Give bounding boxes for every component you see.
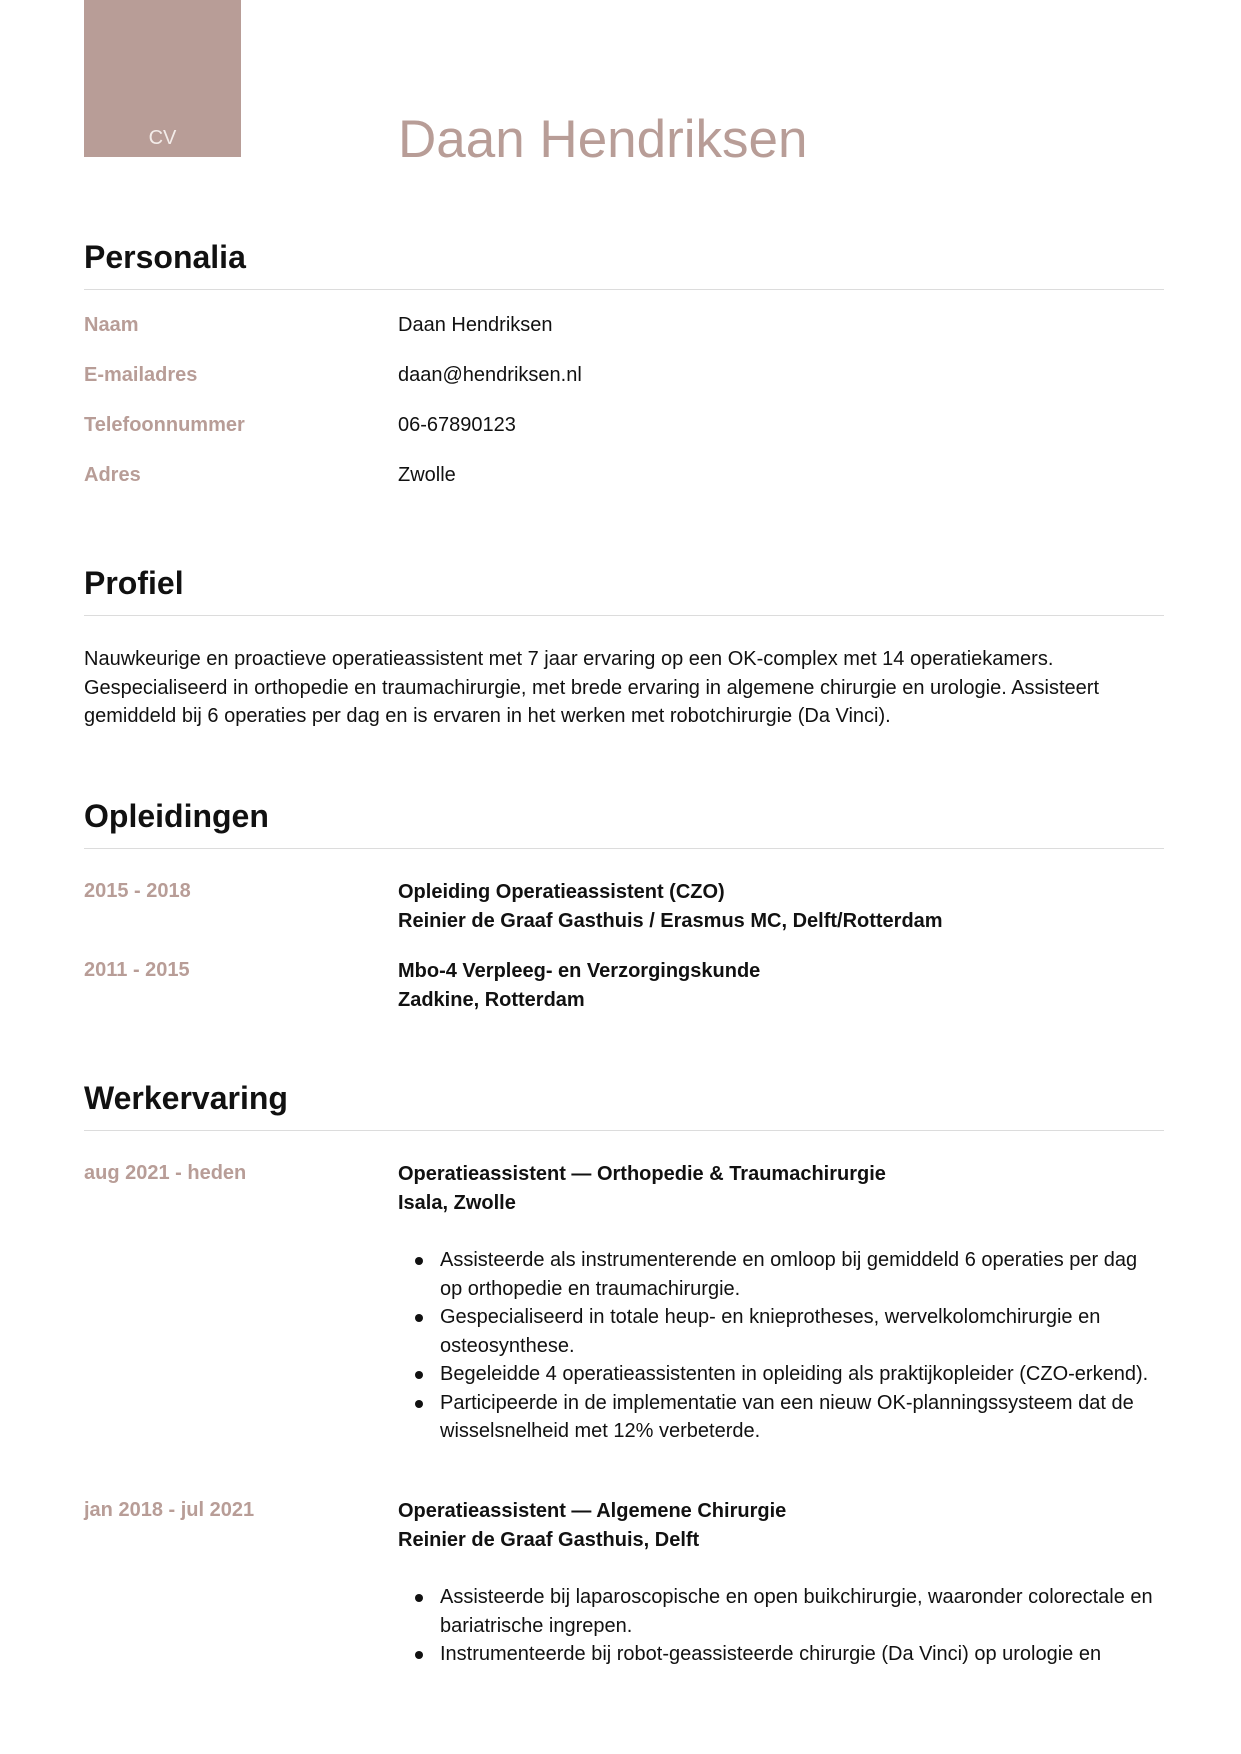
divider [84,615,1164,616]
list-item: Instrumenteerde bij robot-geassisteerde chirurgie (Da Vinci) op urologie en [398,1640,1164,1669]
education-period: 2011 - 2015 [84,959,190,981]
personalia-row [84,462,1164,512]
list-item: Assisteerde als instrumenterende en omloop bij gemiddeld 6 operaties per dag op orthopedie en traumachirurgie. [398,1246,1164,1303]
list-item: Participeerde in de implementatie van een nieuw OK-planningssysteem dat de wisselsnelheid met 12% verbeterde. [398,1389,1164,1446]
job-title: Operatieassistent — Orthopedie & Traumachirurgie [398,1163,886,1185]
education-institution: Reinier de Graaf Gasthuis / Erasmus MC, Delft/Rotterdam [398,909,943,932]
list-item: Gespecialiseerd in totale heup- en knieprotheses, wervelkolomchirurgie en osteosynthese. [398,1303,1164,1360]
employer: Isala, Zwolle [398,1191,516,1214]
education-title: Mbo-4 Verpleeg- en Verzorgingskunde [398,960,761,982]
education-period: 2015 - 2018 [84,880,191,902]
section-title-personalia: Personalia [84,239,246,275]
work-bullets [398,1246,1164,1446]
work-entry [84,1160,1164,1497]
education-entry [84,957,1164,1014]
list-item: Assisteerde bij laparoscopische en open buikchirurgie, waaronder colorectale en bariatrische ingrepen. [398,1583,1164,1640]
divider [84,1130,1164,1131]
profiel-section [84,563,1164,731]
work-period: aug 2021 - heden [84,1162,247,1184]
section-title-profiel: Profiel [84,565,184,601]
field-value: Daan Hendriksen [398,314,553,336]
personalia-row [84,312,1164,362]
field-label: Adres [84,464,141,486]
education-institution: Zadkine, Rotterdam [398,988,585,1011]
profile-summary: Nauwkeurige en proactieve operatieassistent met 7 jaar ervaring op een OK-complex met 14 operatiekamers. Gespecialiseerd in orthopedie en traumachirurgie, met brede ervaring in algemene chirurgie en urologie. Assisteert gemiddeld bij 6 operaties per dag en is ervaren in het werken met robotchirurgie (Da Vinci). [84,648,1099,727]
field-label: Telefoonnummer [84,414,245,436]
photo-label: CV [148,127,177,149]
job-title: Operatieassistent — Algemene Chirurgie [398,1500,787,1522]
divider [84,848,1164,849]
werkervaring-section [84,1078,1164,1669]
candidate-name: Daan Hendriksen [398,110,808,169]
employer: Reinier de Graaf Gasthuis, Delft [398,1528,700,1551]
personalia-section [84,237,1164,512]
education-title: Opleiding Operatieassistent (CZO) [398,881,725,903]
work-bullets [398,1583,1164,1669]
email-value: daan@hendriksen.nl [398,364,582,386]
field-label: Naam [84,314,139,336]
work-period: jan 2018 - jul 2021 [84,1499,255,1521]
work-entry [84,1497,1164,1669]
list-item: Begeleidde 4 operatieassistenten in opleiding als praktijkopleider (CZO-erkend). [398,1360,1164,1389]
phone-value: 06-67890123 [398,414,516,436]
education-entry [84,878,1164,957]
personalia-row [84,412,1164,462]
section-title-werkervaring: Werkervaring [84,1080,288,1116]
address-value: Zwolle [398,464,456,486]
section-title-opleidingen: Opleidingen [84,798,269,834]
divider [84,289,1164,290]
opleidingen-section [84,796,1164,1014]
cv-photo-placeholder [84,0,241,157]
personalia-row [84,362,1164,412]
field-label: E-mailadres [84,364,198,386]
